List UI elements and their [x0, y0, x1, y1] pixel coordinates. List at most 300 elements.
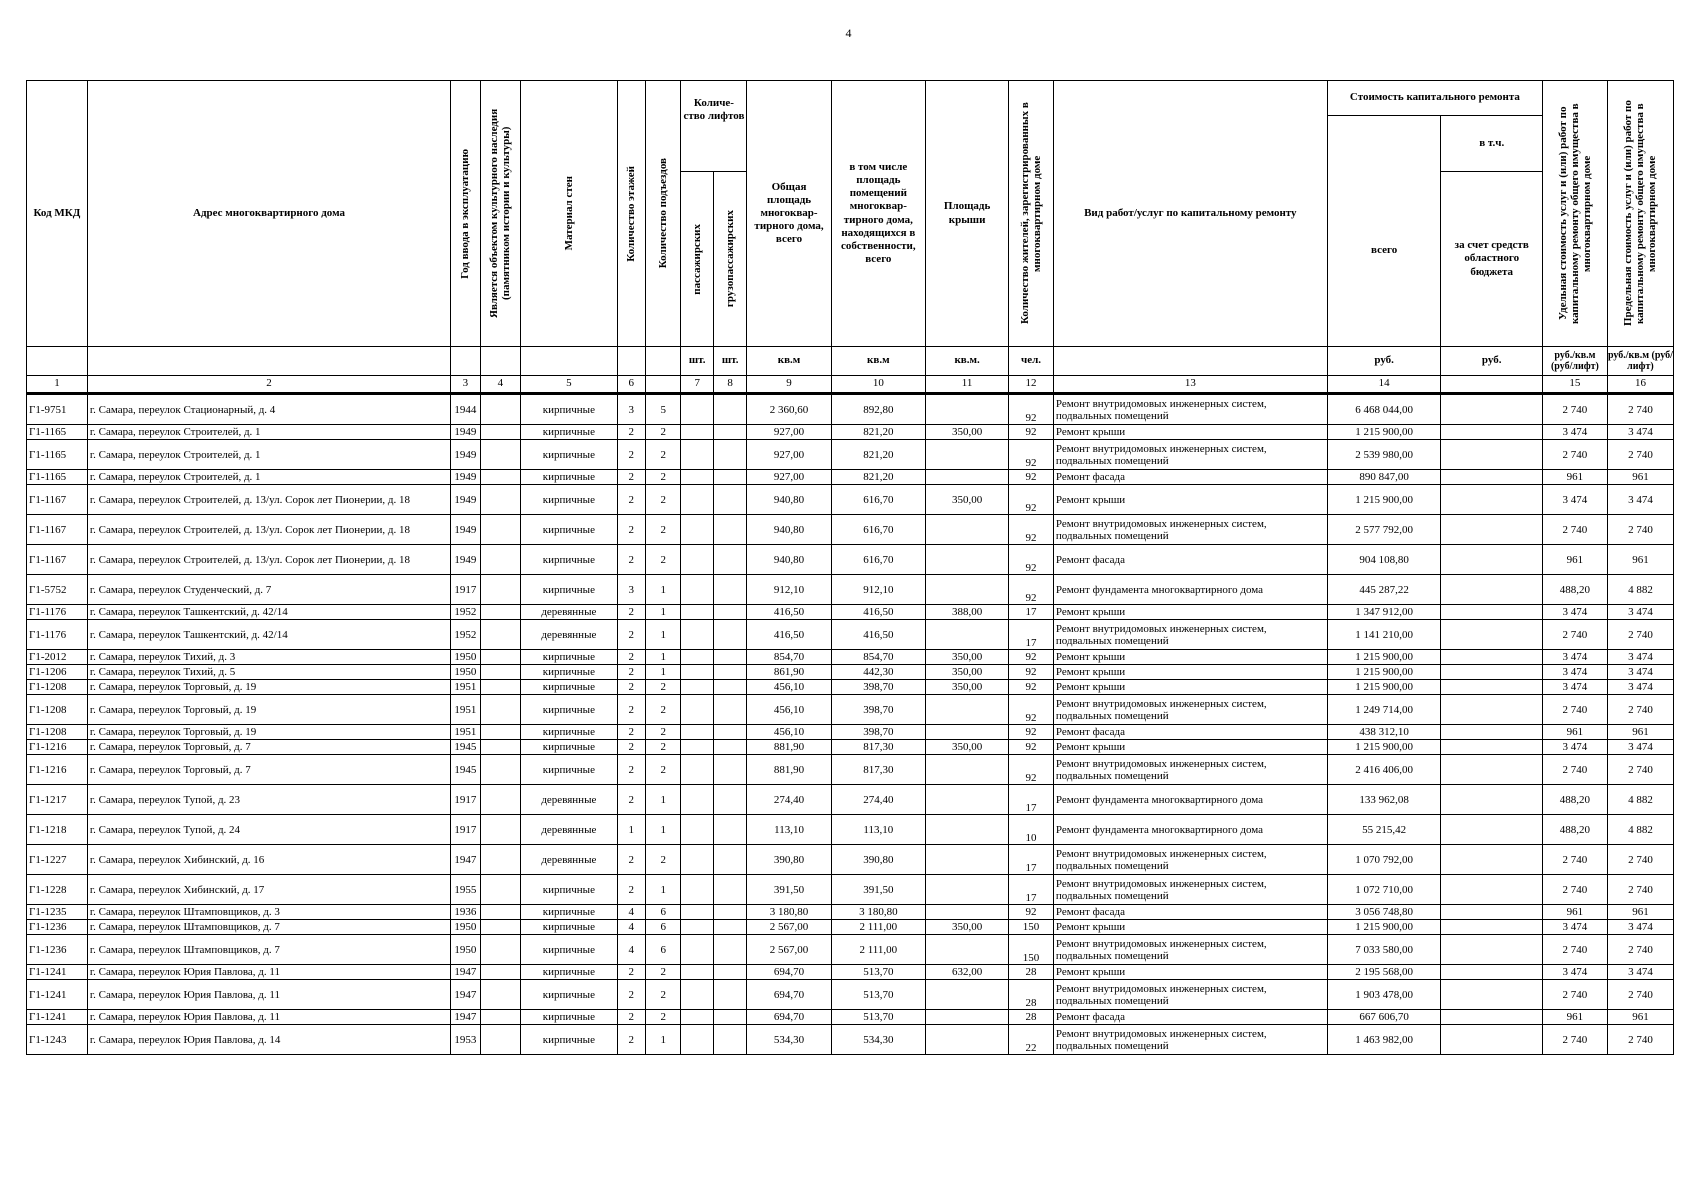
cell-roof-area: 388,00 [926, 605, 1009, 620]
cell-owned-area: 2 111,00 [831, 935, 925, 965]
table-row [27, 440, 1674, 470]
cell-total-area: 416,50 [747, 620, 831, 650]
cell-owned-area: 416,50 [831, 605, 925, 620]
header-floors-text: Количество этажей [625, 165, 638, 262]
table-row [27, 605, 1674, 620]
header-work-type: Вид работ/услуг по капитальному ремонту [1053, 81, 1327, 347]
cell-residents: 92 [1009, 755, 1054, 785]
cell-code: Г1-1236 [27, 935, 88, 965]
cell-year: 1950 [451, 920, 480, 935]
cell-heritage [480, 905, 521, 920]
cell-year: 1951 [451, 680, 480, 695]
cell-roof-area [926, 725, 1009, 740]
cell-limit-cost: 961 [1607, 905, 1673, 920]
cell-lifts-cargo [713, 725, 746, 740]
cell-year: 1947 [451, 965, 480, 980]
cell-owned-area: 274,40 [831, 785, 925, 815]
cell-work-type: Ремонт внутридомовых инженерных систем, подвальных помещений [1053, 394, 1327, 425]
cell-work-type: Ремонт крыши [1053, 605, 1327, 620]
header-limit-cost-text: Предельная стоимость услуг и (или) работ по капитальному ремонту общего имущества в многоквартирном доме [1622, 100, 1659, 327]
cell-lifts-pass [681, 605, 713, 620]
cell-year: 1950 [451, 665, 480, 680]
cell-unit-cost: 3 474 [1542, 650, 1607, 665]
cell-residents: 92 [1009, 545, 1054, 575]
cell-address: г. Самара, переулок Строителей, д. 13/ул. Сорок лет Пионерии, д. 18 [87, 545, 450, 575]
table-row [27, 1025, 1674, 1055]
cell-cost-total: 1 215 900,00 [1327, 680, 1441, 695]
cell-cost-total: 1 141 210,00 [1327, 620, 1441, 650]
cell-roof-area [926, 1025, 1009, 1055]
cell-unit-cost: 2 740 [1542, 935, 1607, 965]
cell-residents: 92 [1009, 650, 1054, 665]
col-number: 7 [681, 376, 713, 394]
cell-unit-cost: 3 474 [1542, 920, 1607, 935]
cell-limit-cost: 4 882 [1607, 785, 1673, 815]
cell-heritage [480, 575, 521, 605]
table-row [27, 935, 1674, 965]
cell-lifts-pass [681, 545, 713, 575]
cell-unit-cost: 2 740 [1542, 980, 1607, 1010]
cell-work-type: Ремонт фундамента многоквартирного дома [1053, 785, 1327, 815]
cell-heritage [480, 680, 521, 695]
cell-year: 1947 [451, 1010, 480, 1025]
cell-work-type: Ремонт фасада [1053, 905, 1327, 920]
cell-wall: кирпичные [521, 545, 617, 575]
cell-wall: кирпичные [521, 740, 617, 755]
header-heritage [480, 81, 521, 347]
cell-total-area: 390,80 [747, 845, 831, 875]
cell-lifts-cargo [713, 1010, 746, 1025]
cell-heritage [480, 515, 521, 545]
cell-limit-cost: 2 740 [1607, 980, 1673, 1010]
cell-roof-area [926, 935, 1009, 965]
cell-lifts-cargo [713, 440, 746, 470]
cell-limit-cost: 3 474 [1607, 740, 1673, 755]
cell-lifts-cargo [713, 905, 746, 920]
cell-total-area: 927,00 [747, 425, 831, 440]
cell-owned-area: 391,50 [831, 875, 925, 905]
cell-limit-cost: 2 740 [1607, 620, 1673, 650]
cell-roof-area [926, 545, 1009, 575]
cell-total-area: 940,80 [747, 485, 831, 515]
cell-entrances: 1 [645, 605, 681, 620]
cell-owned-area: 398,70 [831, 695, 925, 725]
cell-owned-area: 390,80 [831, 845, 925, 875]
cell-wall: кирпичные [521, 515, 617, 545]
cell-limit-cost: 4 882 [1607, 575, 1673, 605]
cell-limit-cost: 3 474 [1607, 920, 1673, 935]
cell-code: Г1-1208 [27, 680, 88, 695]
cell-wall: деревянные [521, 845, 617, 875]
cell-year: 1917 [451, 815, 480, 845]
cell-heritage [480, 920, 521, 935]
table-row [27, 785, 1674, 815]
table-row [27, 485, 1674, 515]
cell-roof-area [926, 695, 1009, 725]
cell-work-type: Ремонт внутридомовых инженерных систем, подвальных помещений [1053, 1025, 1327, 1055]
cell-cost-total: 3 056 748,80 [1327, 905, 1441, 920]
cell-unit-cost: 488,20 [1542, 785, 1607, 815]
cell-limit-cost: 3 474 [1607, 665, 1673, 680]
cell-cost-total: 1 903 478,00 [1327, 980, 1441, 1010]
cell-year: 1936 [451, 905, 480, 920]
cell-unit-cost: 2 740 [1542, 440, 1607, 470]
cell-entrances: 6 [645, 935, 681, 965]
cell-cost-total: 6 468 044,00 [1327, 394, 1441, 425]
cell-floors: 2 [617, 845, 645, 875]
cell-residents: 150 [1009, 935, 1054, 965]
cell-total-area: 416,50 [747, 605, 831, 620]
cell-floors: 2 [617, 755, 645, 785]
table-row [27, 425, 1674, 440]
unit-cell [645, 347, 681, 376]
cell-heritage [480, 1010, 521, 1025]
cell-lifts-pass [681, 695, 713, 725]
cell-wall: деревянные [521, 605, 617, 620]
cell-code: Г1-1228 [27, 875, 88, 905]
cell-address: г. Самара, переулок Хибинский, д. 17 [87, 875, 450, 905]
cell-limit-cost: 3 474 [1607, 605, 1673, 620]
cell-heritage [480, 935, 521, 965]
cell-wall: кирпичные [521, 755, 617, 785]
cell-wall: кирпичные [521, 665, 617, 680]
cell-code: Г1-1167 [27, 515, 88, 545]
cell-floors: 2 [617, 425, 645, 440]
cell-code: Г1-1218 [27, 815, 88, 845]
header-lifts: Количе-ство лифтов [681, 81, 747, 172]
cell-code: Г1-1241 [27, 1010, 88, 1025]
header-wall-text: Материал стен [562, 176, 575, 251]
cell-code: Г1-1241 [27, 965, 88, 980]
table-row [27, 515, 1674, 545]
cell-entrances: 2 [645, 545, 681, 575]
cell-limit-cost: 3 474 [1607, 650, 1673, 665]
cell-cost-regional [1441, 620, 1542, 650]
cell-year: 1949 [451, 485, 480, 515]
unit-people: чел. [1009, 347, 1054, 376]
header-year [451, 81, 480, 347]
cell-work-type: Ремонт крыши [1053, 680, 1327, 695]
cell-total-area: 3 180,80 [747, 905, 831, 920]
cell-address: г. Самара, переулок Торговый, д. 7 [87, 755, 450, 785]
cell-cost-total: 1 070 792,00 [1327, 845, 1441, 875]
col-number: 15 [1542, 376, 1607, 394]
header-roof-area: Площадь крыши [926, 81, 1009, 347]
cell-heritage [480, 980, 521, 1010]
table-row [27, 665, 1674, 680]
cell-code: Г1-1208 [27, 695, 88, 725]
cell-lifts-pass [681, 620, 713, 650]
cell-limit-cost: 3 474 [1607, 965, 1673, 980]
cell-entrances: 2 [645, 695, 681, 725]
unit-sqm: кв.м [747, 347, 831, 376]
cell-roof-area [926, 575, 1009, 605]
cell-lifts-pass [681, 1010, 713, 1025]
cell-lifts-pass [681, 725, 713, 740]
cell-residents: 28 [1009, 1010, 1054, 1025]
cell-code: Г1-1206 [27, 665, 88, 680]
header-total-area: Общая площадь многоквар-тирного дома, всего [747, 81, 831, 347]
cell-cost-total: 445 287,22 [1327, 575, 1441, 605]
cell-unit-cost: 488,20 [1542, 575, 1607, 605]
cell-cost-regional [1441, 845, 1542, 875]
cell-code: Г1-1216 [27, 740, 88, 755]
cell-wall: кирпичные [521, 1010, 617, 1025]
col-number: 12 [1009, 376, 1054, 394]
cell-cost-regional [1441, 485, 1542, 515]
table-row [27, 695, 1674, 725]
cell-limit-cost: 2 740 [1607, 394, 1673, 425]
cell-lifts-cargo [713, 920, 746, 935]
cell-lifts-pass [681, 905, 713, 920]
cell-total-area: 2 567,00 [747, 935, 831, 965]
col-number: 11 [926, 376, 1009, 394]
cell-unit-cost: 3 474 [1542, 740, 1607, 755]
table-row [27, 620, 1674, 650]
cell-limit-cost: 2 740 [1607, 695, 1673, 725]
cell-address: г. Самара, переулок Штамповщиков, д. 7 [87, 920, 450, 935]
table-row [27, 575, 1674, 605]
header-floors [617, 81, 645, 347]
cell-code: Г1-1165 [27, 425, 88, 440]
cell-wall: деревянные [521, 785, 617, 815]
cell-entrances: 2 [645, 965, 681, 980]
cell-residents: 92 [1009, 740, 1054, 755]
cell-cost-regional [1441, 980, 1542, 1010]
cell-residents: 92 [1009, 695, 1054, 725]
cell-wall: кирпичные [521, 650, 617, 665]
cell-entrances: 6 [645, 905, 681, 920]
cell-total-area: 940,80 [747, 515, 831, 545]
cell-address: г. Самара, переулок Строителей, д. 13/ул. Сорок лет Пионерии, д. 18 [87, 515, 450, 545]
cell-lifts-cargo [713, 755, 746, 785]
cell-roof-area [926, 755, 1009, 785]
cell-code: Г1-1208 [27, 725, 88, 740]
cell-floors: 2 [617, 695, 645, 725]
cell-cost-total: 1 215 900,00 [1327, 920, 1441, 935]
cell-address: г. Самара, переулок Тихий, д. 5 [87, 665, 450, 680]
cell-residents: 17 [1009, 845, 1054, 875]
cell-owned-area: 534,30 [831, 1025, 925, 1055]
cell-roof-area [926, 875, 1009, 905]
cell-lifts-pass [681, 485, 713, 515]
cell-lifts-cargo [713, 875, 746, 905]
header-residents-text: Количество жителей, зарегистрированных в многоквартирном доме [1018, 102, 1044, 325]
table-row [27, 394, 1674, 425]
cell-cost-regional [1441, 1010, 1542, 1025]
cell-year: 1955 [451, 875, 480, 905]
col-number: 1 [27, 376, 88, 394]
cell-residents: 92 [1009, 680, 1054, 695]
cell-total-area: 2 567,00 [747, 920, 831, 935]
header-code: Код МКД [27, 81, 88, 347]
cell-cost-regional [1441, 470, 1542, 485]
cell-entrances: 1 [645, 575, 681, 605]
cell-residents: 10 [1009, 815, 1054, 845]
table-row [27, 815, 1674, 845]
cell-heritage [480, 740, 521, 755]
cell-address: г. Самара, переулок Строителей, д. 13/ул. Сорок лет Пионерии, д. 18 [87, 485, 450, 515]
cell-year: 1945 [451, 755, 480, 785]
col-number: 9 [747, 376, 831, 394]
cell-roof-area: 350,00 [926, 920, 1009, 935]
cell-unit-cost: 488,20 [1542, 815, 1607, 845]
header-year-text: Год ввода в эксплуатацию [459, 148, 472, 279]
cell-heritage [480, 665, 521, 680]
cell-wall: кирпичные [521, 485, 617, 515]
header-lifts-pass-text: пассажирских [691, 223, 704, 295]
cell-total-area: 456,10 [747, 695, 831, 725]
cell-total-area: 881,90 [747, 740, 831, 755]
cell-floors: 2 [617, 740, 645, 755]
cell-year: 1944 [451, 394, 480, 425]
cell-wall: кирпичные [521, 1025, 617, 1055]
cell-wall: кирпичные [521, 935, 617, 965]
cell-year: 1917 [451, 785, 480, 815]
cell-floors: 2 [617, 605, 645, 620]
cell-wall: кирпичные [521, 875, 617, 905]
cell-floors: 2 [617, 470, 645, 485]
cell-residents: 28 [1009, 980, 1054, 1010]
cell-cost-regional [1441, 695, 1542, 725]
cell-limit-cost: 961 [1607, 470, 1673, 485]
cell-unit-cost: 961 [1542, 725, 1607, 740]
cell-lifts-pass [681, 394, 713, 425]
header-cost: Стоимость капитального ремонта [1327, 81, 1542, 116]
cell-residents: 92 [1009, 515, 1054, 545]
cell-cost-total: 890 847,00 [1327, 470, 1441, 485]
cell-floors: 1 [617, 815, 645, 845]
cell-code: Г1-1165 [27, 470, 88, 485]
header-address: Адрес многоквартирного дома [87, 81, 450, 347]
table-row [27, 650, 1674, 665]
cell-address: г. Самара, переулок Юрия Павлова, д. 11 [87, 980, 450, 1010]
cell-owned-area: 3 180,80 [831, 905, 925, 920]
cell-year: 1949 [451, 425, 480, 440]
cell-cost-regional [1441, 425, 1542, 440]
cell-address: г. Самара, переулок Юрия Павлова, д. 14 [87, 1025, 450, 1055]
cell-total-area: 927,00 [747, 440, 831, 470]
page-number: 4 [845, 26, 852, 40]
cell-roof-area [926, 815, 1009, 845]
cell-lifts-cargo [713, 650, 746, 665]
cell-year: 1951 [451, 725, 480, 740]
cell-wall: деревянные [521, 620, 617, 650]
cell-cost-total: 667 606,70 [1327, 1010, 1441, 1025]
cell-heritage [480, 965, 521, 980]
cell-code: Г1-1176 [27, 605, 88, 620]
cell-lifts-cargo [713, 815, 746, 845]
cell-cost-total: 133 962,08 [1327, 785, 1441, 815]
cell-code: Г1-1227 [27, 845, 88, 875]
cell-residents: 92 [1009, 905, 1054, 920]
cell-work-type: Ремонт крыши [1053, 920, 1327, 935]
header-limit-cost [1607, 81, 1673, 347]
header-cost-incl: в т.ч. [1441, 116, 1542, 172]
cell-code: Г1-5752 [27, 575, 88, 605]
cell-limit-cost: 961 [1607, 1010, 1673, 1025]
cell-roof-area: 350,00 [926, 665, 1009, 680]
cell-unit-cost: 3 474 [1542, 425, 1607, 440]
cell-cost-total: 904 108,80 [1327, 545, 1441, 575]
cell-work-type: Ремонт крыши [1053, 740, 1327, 755]
cell-unit-cost: 2 740 [1542, 620, 1607, 650]
cell-unit-cost: 3 474 [1542, 605, 1607, 620]
cell-work-type: Ремонт крыши [1053, 650, 1327, 665]
cell-year: 1950 [451, 650, 480, 665]
cell-residents: 92 [1009, 665, 1054, 680]
cell-roof-area [926, 785, 1009, 815]
cell-lifts-pass [681, 815, 713, 845]
cell-floors: 2 [617, 515, 645, 545]
cell-cost-total: 2 539 980,00 [1327, 440, 1441, 470]
cell-total-area: 534,30 [747, 1025, 831, 1055]
cell-floors: 2 [617, 1010, 645, 1025]
cell-lifts-pass [681, 920, 713, 935]
header-entrances [645, 81, 681, 347]
cell-heritage [480, 845, 521, 875]
col-number: 2 [87, 376, 450, 394]
unit-cell [521, 347, 617, 376]
cell-cost-total: 55 215,42 [1327, 815, 1441, 845]
cell-cost-total: 1 463 982,00 [1327, 1025, 1441, 1055]
cell-lifts-pass [681, 845, 713, 875]
cell-owned-area: 821,20 [831, 470, 925, 485]
header-entrances-text: Количество подъездов [657, 158, 670, 269]
cell-cost-regional [1441, 665, 1542, 680]
cell-floors: 2 [617, 485, 645, 515]
unit-rate: руб./кв.м (руб/лифт) [1607, 347, 1673, 376]
cell-year: 1947 [451, 845, 480, 875]
cell-entrances: 2 [645, 680, 681, 695]
cell-lifts-cargo [713, 980, 746, 1010]
cell-total-area: 2 360,60 [747, 394, 831, 425]
cell-code: Г1-1217 [27, 785, 88, 815]
cell-wall: кирпичные [521, 394, 617, 425]
cell-lifts-pass [681, 935, 713, 965]
cell-entrances: 1 [645, 785, 681, 815]
cell-limit-cost: 961 [1607, 545, 1673, 575]
cell-cost-regional [1441, 875, 1542, 905]
cell-heritage [480, 1025, 521, 1055]
unit-cell [480, 347, 521, 376]
cell-entrances: 1 [645, 665, 681, 680]
cell-work-type: Ремонт фасада [1053, 470, 1327, 485]
cell-total-area: 861,90 [747, 665, 831, 680]
cell-address: г. Самара, переулок Строителей, д. 1 [87, 425, 450, 440]
cell-lifts-pass [681, 575, 713, 605]
cell-lifts-cargo [713, 695, 746, 725]
cell-heritage [480, 485, 521, 515]
cell-unit-cost: 961 [1542, 1010, 1607, 1025]
header-unit-cost-text: Удельная стоимость услуг и (или) работ по капитальному ремонту общего имущества в многоквартирном доме [1556, 103, 1593, 324]
cell-roof-area [926, 394, 1009, 425]
cell-total-area: 881,90 [747, 755, 831, 785]
cell-owned-area: 821,20 [831, 440, 925, 470]
cell-heritage [480, 440, 521, 470]
cell-floors: 2 [617, 650, 645, 665]
cell-heritage [480, 620, 521, 650]
cell-unit-cost: 3 474 [1542, 965, 1607, 980]
cell-heritage [480, 785, 521, 815]
unit-cell [87, 347, 450, 376]
cell-residents: 150 [1009, 920, 1054, 935]
cell-owned-area: 2 111,00 [831, 920, 925, 935]
cell-code: Г1-1235 [27, 905, 88, 920]
cell-address: г. Самара, переулок Ташкентский, д. 42/14 [87, 605, 450, 620]
cell-roof-area [926, 905, 1009, 920]
cell-wall: деревянные [521, 815, 617, 845]
